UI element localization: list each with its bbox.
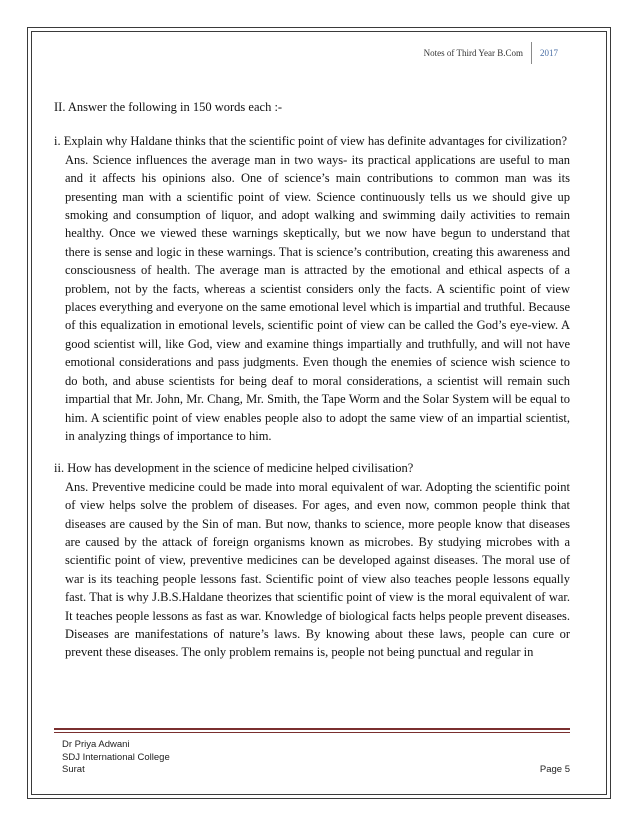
page-header [424, 42, 558, 64]
answer-2: Ans. Preventive medicine could be made into moral equivalent of war. Adopting the scientific point of view helps solve the problem of diseases. For ages, and even now, common people think that diseases are caused by the Sin of man. But now, thanks to science, more people know that diseases are caused by the attack of foreign organisms known as microbes. By studying microbes with a scientific point of view, preventive medicines can be developed against diseases. The moral use of war is its teaching people lessons fast. Scientific point of view also teaches people lessons equally fast. That is why J.B.S.Haldane theorizes that scientific point of view is the moral equivalent of war. It teaches people lessons as fast as war. Knowledge of biological facts helps people prevent diseases. Diseases are manifestations of nature’s laws. By knowing about these laws, people can cure or prevent these diseases. The only problem remains is, people not being punctual and regular in [65, 479, 570, 660]
question-2-text: How has development in the science of medicine helped civilisation? [67, 461, 414, 476]
section-title: II. Answer the following in 150 words each :- [54, 100, 283, 114]
question-2-number: ii. [54, 461, 65, 476]
footer-rule-thick [54, 728, 570, 730]
header-title: Notes of Third Year B.Com [423, 48, 523, 58]
footer-rule-thin [54, 732, 570, 733]
document-body [54, 98, 570, 662]
question-1-text: Explain why Haldane thinks that the scientific point of view has definite advantages for civilization? [63, 134, 568, 149]
answer-1: Ans. Science influences the average man in two ways- its practical applications are useful to man and it affects his opinions also. One of science’s main contributions to common man was its presenting man with a scientific point of view. Science continuously tells us we should give up smoking and consumption of liquor, and adopt walking and swimming daily activities to remain healthy. Once we viewed these warnings skeptically, but we now have begun to understand that there is sense and logic in these warnings. That is science’s contribution, creating this awareness and consciousness of health. The average man is attracted by the emotional and ethical aspects of a problem, not by the facts, whereas a scientist considers only the facts. A scientific point of view places everything and everyone on the same emotional level which is impartial and truthful. Because of this equalization in emotional levels, scientific point of view can be called the God’s eye-view. A good scientist will, like God, view and examine things impartially and truthfully, and will not have emotional considerations and pass judgments. Even though the enemies of science wish science to do both, and abuse scientists for being deaf to moral considerations, a scientist will remain such impartial that Mr. John, Mr. Chang, Mr. Smith, the Tape Worm and the Solar System will be equal to him. A scientific point of view enables people also to adopt the same view of an impartial scientist, in analyzing things of importance to him. [65, 152, 570, 443]
footer-author: Dr Priya Adwani [62, 739, 130, 750]
header-divider [531, 42, 532, 64]
question-1-number: i. [54, 134, 61, 149]
header-year: 2017 [540, 48, 558, 58]
page-number: Page 5 [539, 764, 570, 775]
question-2 [54, 459, 570, 477]
page-footer [62, 739, 570, 777]
footer-city: Surat [62, 764, 85, 775]
footer-college: SDJ International College [62, 751, 170, 763]
question-1 [54, 132, 570, 150]
